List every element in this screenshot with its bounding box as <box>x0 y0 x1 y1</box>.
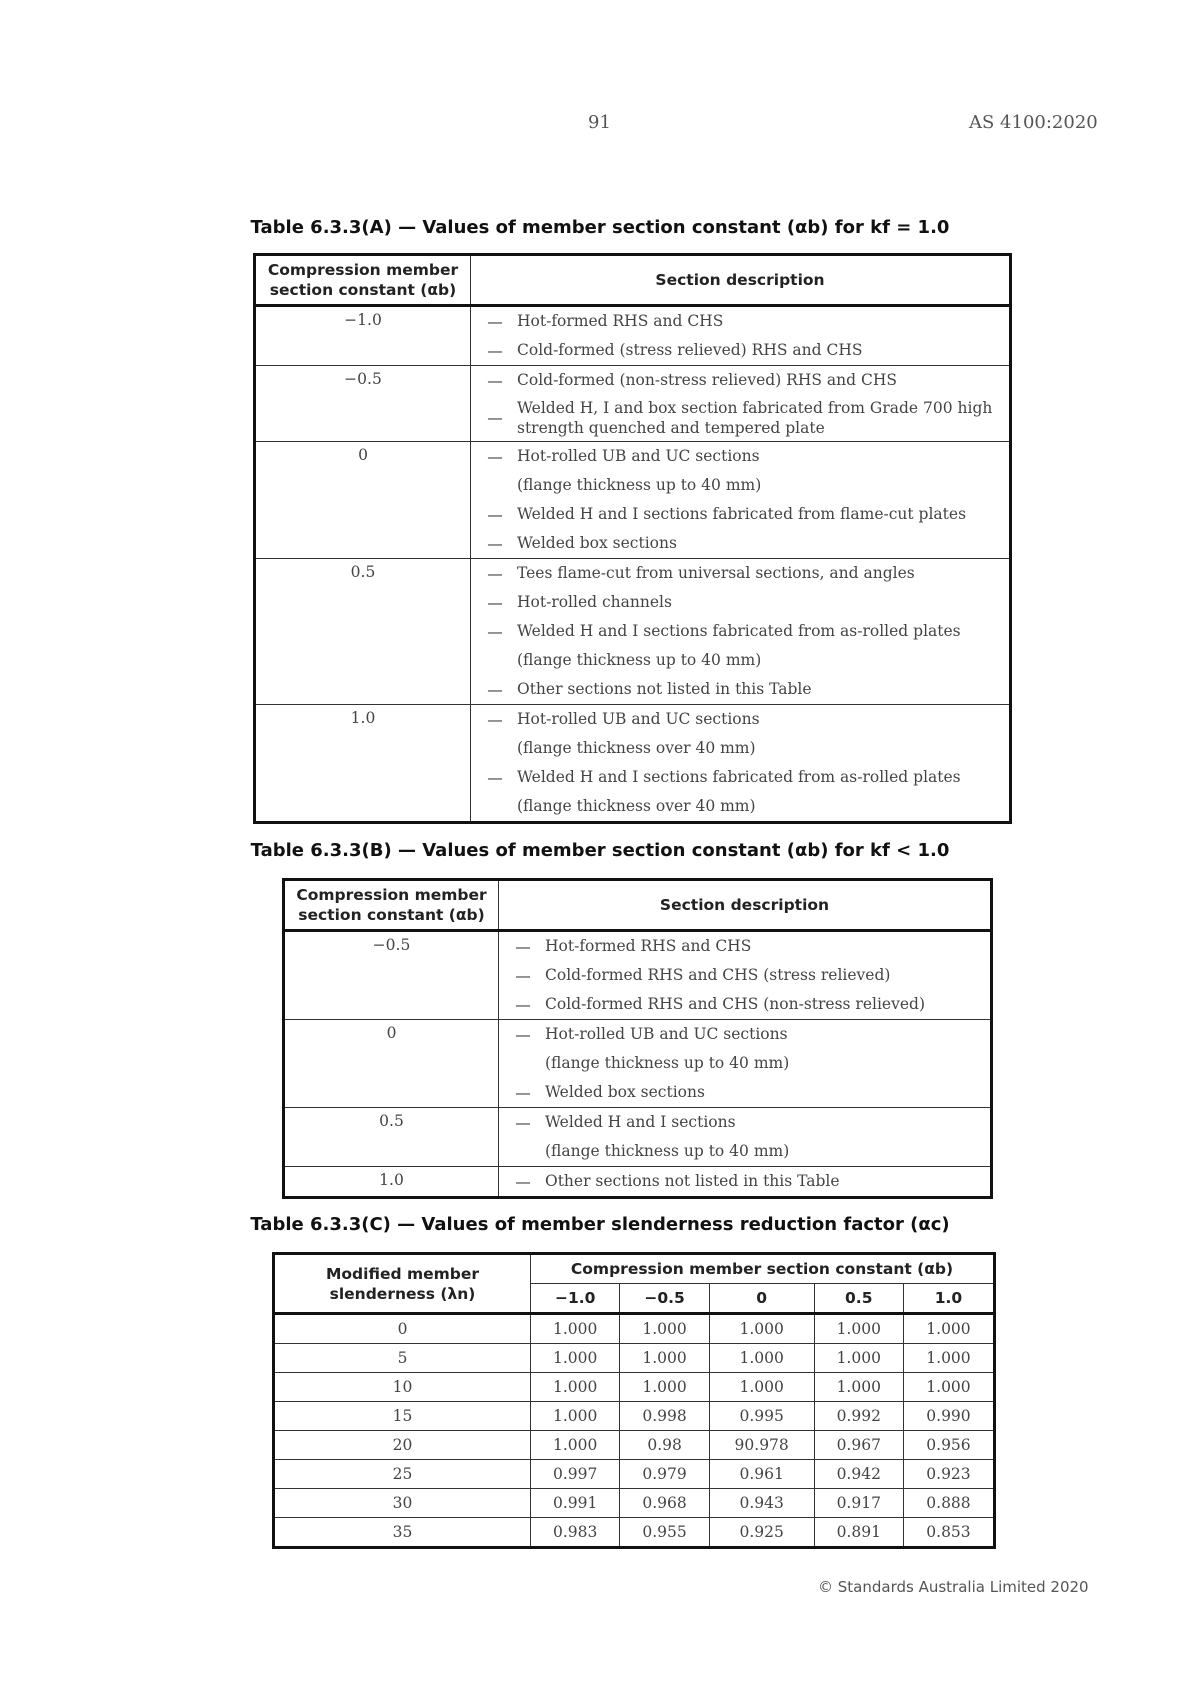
section-description-text: (flange thickness over 40 mm) <box>517 739 756 757</box>
reduction-factor-value: 1.000 <box>709 1373 814 1402</box>
bullet-dash: — <box>487 768 503 787</box>
reduction-factor-value: 0.923 <box>903 1460 994 1489</box>
slenderness-value: 15 <box>274 1402 531 1431</box>
section-description-text: Welded H and I sections fabricated from as-rolled plates <box>517 768 961 786</box>
document-code: AS 4100:2020 <box>969 112 1098 133</box>
reduction-factor-value: 0.956 <box>903 1431 994 1460</box>
table-row <box>274 1431 995 1460</box>
reduction-factor-value: 1.000 <box>531 1431 620 1460</box>
section-description <box>513 529 1011 559</box>
section-description <box>513 588 1011 617</box>
table-row <box>274 1314 995 1344</box>
section-description <box>541 931 992 962</box>
section-description <box>541 1078 992 1108</box>
bullet-dash <box>471 646 514 675</box>
reduction-factor-value: 1.000 <box>709 1344 814 1373</box>
table-a-description-header: Section description <box>471 255 1011 306</box>
reduction-factor-value: 1.000 <box>903 1344 994 1373</box>
bullet-dash: — <box>515 1083 531 1102</box>
description-row <box>255 442 1011 472</box>
section-constant-value: −0.5 <box>255 366 471 442</box>
section-description-text: Hot-rolled UB and UC sections <box>517 710 760 728</box>
table-a-constant-header-line2: section constant (αb) <box>269 281 457 299</box>
section-constant-value: 1.0 <box>255 705 471 823</box>
section-description <box>513 792 1011 823</box>
reduction-factor-value: 0.995 <box>709 1402 814 1431</box>
reduction-factor-value: 0.979 <box>620 1460 709 1489</box>
section-description <box>513 500 1011 529</box>
description-row <box>255 306 1011 337</box>
reduction-factor-value: 0.888 <box>903 1489 994 1518</box>
table-c-slenderness-header-line1: Modified member <box>325 1264 480 1283</box>
reduction-factor-value: 1.000 <box>814 1344 903 1373</box>
section-description-text: Hot-rolled UB and UC sections <box>517 447 760 465</box>
bullet-dash: — <box>487 680 503 699</box>
table-row <box>274 1402 995 1431</box>
table-a-caption: Table 6.3.3(A) — Values of member section constant (αb) for kf = 1.0 <box>250 217 950 238</box>
reduction-factor-value: 1.000 <box>531 1344 620 1373</box>
description-row <box>255 366 1011 396</box>
bullet-dash: — <box>487 312 503 331</box>
reduction-factor-value: 1.000 <box>531 1373 620 1402</box>
section-description-text: Other sections not listed in this Table <box>517 680 812 698</box>
section-description-text: Cold-formed (stress relieved) RHS and CHS <box>517 341 863 359</box>
bullet-dash: — <box>487 341 503 360</box>
reduction-factor-value: 1.000 <box>620 1344 709 1373</box>
section-description <box>541 1049 992 1078</box>
table-c-group-header: Compression member section constant (αb) <box>531 1254 995 1284</box>
section-description <box>513 395 1011 442</box>
table-a-constant-header-line1: Compression member <box>267 261 459 279</box>
reduction-factor-value: 1.000 <box>814 1314 903 1344</box>
section-description-text: Hot-formed RHS and CHS <box>545 937 752 955</box>
reduction-factor-value: 0.992 <box>814 1402 903 1431</box>
section-description <box>513 471 1011 500</box>
reduction-factor-value: 1.000 <box>531 1402 620 1431</box>
section-description <box>513 763 1011 792</box>
section-description <box>513 336 1011 366</box>
bullet-dash: — <box>515 937 531 956</box>
reduction-factor-value: 90.978 <box>709 1431 814 1460</box>
section-description-text: (flange thickness up to 40 mm) <box>517 651 762 669</box>
reduction-factor-value: 0.998 <box>620 1402 709 1431</box>
table-c-slenderness-header-line2: slenderness (λn) <box>329 1284 476 1303</box>
reduction-factor-value: 0.991 <box>531 1489 620 1518</box>
slenderness-value: 35 <box>274 1518 531 1548</box>
slenderness-value: 25 <box>274 1460 531 1489</box>
table-c-slenderness-header <box>274 1254 531 1314</box>
section-description <box>541 1020 992 1050</box>
bullet-dash <box>471 734 514 763</box>
table-row <box>274 1460 995 1489</box>
section-description-text: (flange thickness up to 40 mm) <box>517 476 762 494</box>
section-constant-value: −1.0 <box>255 306 471 366</box>
reduction-factor-value: 1.000 <box>620 1314 709 1344</box>
reduction-factor-value: 0.990 <box>903 1402 994 1431</box>
section-description-text: Cold-formed RHS and CHS (non-stress relieved) <box>545 995 925 1013</box>
section-constant-value: −0.5 <box>284 931 499 1020</box>
section-description <box>513 559 1011 589</box>
section-description <box>513 306 1011 337</box>
table-row <box>274 1373 995 1402</box>
copyright-footer: © Standards Australia Limited 2020 <box>818 1578 1089 1596</box>
reduction-factor-value: 0.891 <box>814 1518 903 1548</box>
bullet-dash: — <box>499 1020 542 1050</box>
section-description-text: Welded H and I sections fabricated from flame-cut plates <box>517 505 967 523</box>
description-row <box>284 1020 992 1050</box>
section-constant-value: 0.5 <box>284 1108 499 1167</box>
description-row <box>284 931 992 962</box>
reduction-factor-value: 1.000 <box>531 1314 620 1344</box>
section-constant-value: 0 <box>284 1020 499 1108</box>
table-b-constant-header-line1: Compression member <box>296 886 487 904</box>
section-description <box>513 366 1011 396</box>
table-c-body <box>274 1314 995 1548</box>
reduction-factor-value: 0.967 <box>814 1431 903 1460</box>
reduction-factor-value: 1.000 <box>620 1373 709 1402</box>
reduction-factor-value: 0.943 <box>709 1489 814 1518</box>
bullet-dash <box>471 792 514 823</box>
section-description <box>513 646 1011 675</box>
reduction-factor-value: 0.853 <box>903 1518 994 1548</box>
table-b <box>282 878 993 1199</box>
bullet-dash: — <box>499 1108 542 1138</box>
section-description-text: Welded H and I sections <box>545 1113 736 1131</box>
description-row <box>255 559 1011 589</box>
section-description <box>513 617 1011 646</box>
section-description <box>541 990 992 1020</box>
section-description-text: Hot-rolled channels <box>517 593 672 611</box>
page-number: 91 <box>588 112 611 133</box>
table-row <box>274 1344 995 1373</box>
reduction-factor-value: 0.997 <box>531 1460 620 1489</box>
table-b-constant-header-line2: section constant (αb) <box>298 906 485 924</box>
section-description-text: Tees flame-cut from universal sections, and angles <box>517 564 915 582</box>
section-description-text: (flange thickness up to 40 mm) <box>545 1054 790 1072</box>
reduction-factor-value: 0.968 <box>620 1489 709 1518</box>
reduction-factor-value: 1.000 <box>709 1314 814 1344</box>
bullet-dash: — <box>471 559 514 589</box>
slenderness-value: 20 <box>274 1431 531 1460</box>
table-c <box>272 1252 996 1549</box>
section-description-text: Cold-formed (non-stress relieved) RHS and CHS <box>517 371 897 389</box>
reduction-factor-value: 0.917 <box>814 1489 903 1518</box>
slenderness-value: 30 <box>274 1489 531 1518</box>
section-constant-value: 1.0 <box>284 1167 499 1198</box>
bullet-dash <box>499 1049 542 1078</box>
slenderness-value: 10 <box>274 1373 531 1402</box>
reduction-factor-value: 0.955 <box>620 1518 709 1548</box>
table-c-column-header: −0.5 <box>620 1284 709 1314</box>
section-description <box>513 442 1011 472</box>
bullet-dash: — <box>471 366 514 396</box>
bullet-dash: — <box>487 534 503 553</box>
section-constant-value: 0 <box>255 442 471 559</box>
table-row <box>274 1489 995 1518</box>
section-description-text: Welded H and I sections fabricated from as-rolled plates <box>517 622 961 640</box>
reduction-factor-value: 0.925 <box>709 1518 814 1548</box>
description-row <box>284 1108 992 1138</box>
table-row <box>274 1518 995 1548</box>
section-description-text: Welded H, I and box section fabricated from Grade 700 high <box>517 399 993 417</box>
section-constant-value: 0.5 <box>255 559 471 705</box>
reduction-factor-value: 0.942 <box>814 1460 903 1489</box>
table-a-body <box>255 306 1011 823</box>
reduction-factor-value: 1.000 <box>903 1314 994 1344</box>
bullet-dash: — <box>515 966 531 985</box>
table-c-column-header: 0 <box>709 1284 814 1314</box>
reduction-factor-value: 0.961 <box>709 1460 814 1489</box>
bullet-dash <box>499 1137 542 1167</box>
bullet-dash: — <box>487 593 503 612</box>
table-b-constant-header <box>284 880 499 931</box>
table-c-caption: Table 6.3.3(C) — Values of member slenderness reduction factor (αc) <box>250 1214 950 1235</box>
table-b-caption: Table 6.3.3(B) — Values of member section constant (αb) for kf < 1.0 <box>250 840 950 861</box>
slenderness-value: 0 <box>274 1314 531 1344</box>
table-a-constant-header <box>255 255 471 306</box>
bullet-dash: — <box>515 995 531 1014</box>
table-c-column-header: −1.0 <box>531 1284 620 1314</box>
section-description <box>513 675 1011 705</box>
table-a <box>253 253 1012 824</box>
reduction-factor-value: 1.000 <box>814 1373 903 1402</box>
section-description-text: (flange thickness up to 40 mm) <box>545 1142 790 1160</box>
bullet-dash: — <box>487 409 503 427</box>
section-description-text: (flange thickness over 40 mm) <box>517 797 756 815</box>
table-b-description-header: Section description <box>499 880 992 931</box>
section-description-text: Hot-rolled UB and UC sections <box>545 1025 788 1043</box>
section-description-text: Other sections not listed in this Table <box>545 1172 840 1190</box>
section-description-text: Cold-formed RHS and CHS (stress relieved) <box>545 966 891 984</box>
reduction-factor-value: 0.983 <box>531 1518 620 1548</box>
section-description-text: Welded box sections <box>545 1083 705 1101</box>
section-description <box>541 961 992 990</box>
section-description-text: Hot-formed RHS and CHS <box>517 312 724 330</box>
slenderness-value: 5 <box>274 1344 531 1373</box>
section-description <box>541 1137 992 1167</box>
section-description <box>541 1167 992 1198</box>
section-description <box>541 1108 992 1138</box>
section-description <box>513 705 1011 735</box>
table-b-body <box>284 931 992 1198</box>
reduction-factor-value: 1.000 <box>903 1373 994 1402</box>
table-c-column-header: 1.0 <box>903 1284 994 1314</box>
section-description-text-continued: strength quenched and tempered plate <box>517 419 825 437</box>
table-c-column-header: 0.5 <box>814 1284 903 1314</box>
bullet-dash <box>471 471 514 500</box>
reduction-factor-value: 0.98 <box>620 1431 709 1460</box>
bullet-dash: — <box>487 505 503 524</box>
section-description-text: Welded box sections <box>517 534 677 552</box>
description-row <box>284 1167 992 1198</box>
description-row <box>255 705 1011 735</box>
bullet-dash: — <box>471 442 514 472</box>
bullet-dash: — <box>487 622 503 641</box>
bullet-dash: — <box>499 1167 542 1198</box>
section-description <box>513 734 1011 763</box>
bullet-dash: — <box>471 705 514 735</box>
